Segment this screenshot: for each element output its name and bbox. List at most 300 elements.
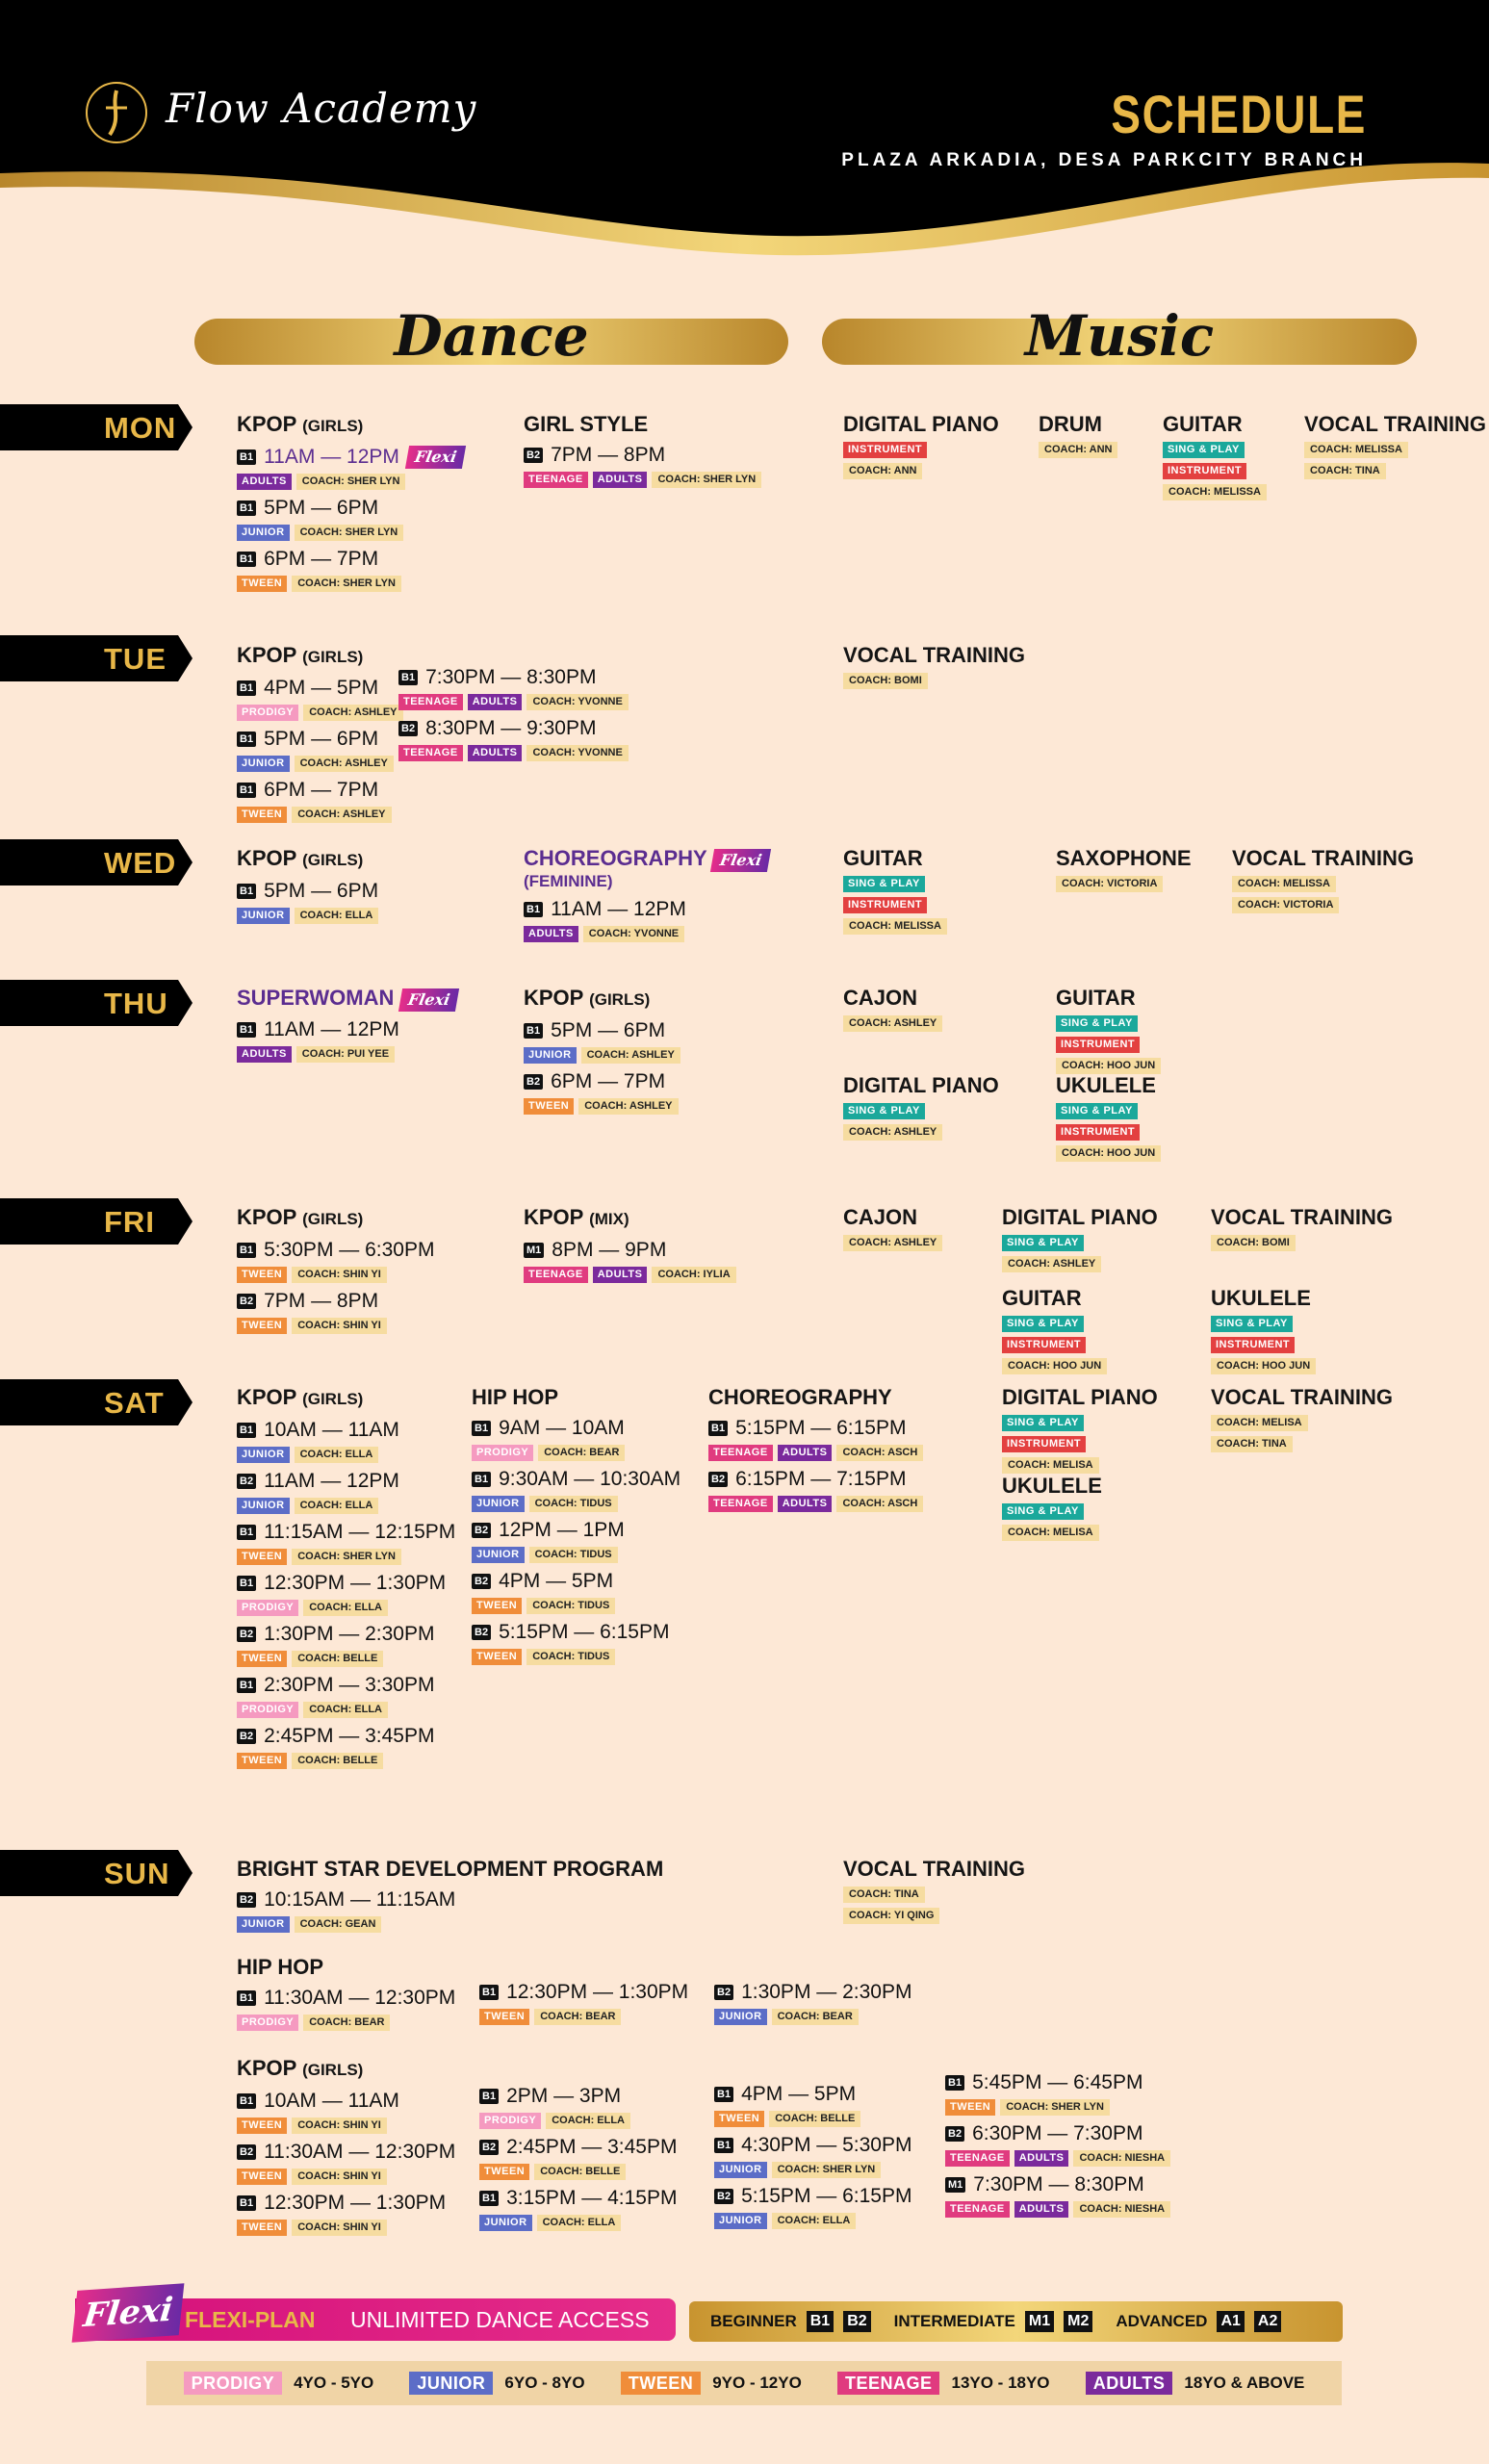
class-title: [1232, 846, 1414, 871]
slot-tags: [472, 1547, 680, 1563]
day-name: MON: [104, 411, 177, 445]
class-tags: [1002, 1316, 1166, 1353]
age-tag-adults: ADULTS: [237, 1046, 292, 1063]
slot-tags: [237, 2015, 455, 2031]
time-slot: [524, 1019, 680, 1042]
class-title: [843, 1073, 999, 1098]
type-tag-instrument: INSTRUMENT: [1056, 1037, 1140, 1053]
coach-label: COACH: BOMI: [843, 673, 928, 689]
time-slot: [237, 1987, 455, 2010]
class-name: KPOP: [237, 2056, 296, 2080]
dance-banner-label: Dance: [394, 303, 589, 369]
age-tag-junior: JUNIOR: [237, 908, 290, 924]
time-slot: [524, 1070, 680, 1093]
coach-row: [1056, 876, 1192, 892]
class-subtitle: (GIRLS): [302, 1210, 364, 1228]
coach-row: [1232, 876, 1414, 892]
age-tag-junior: JUNIOR: [714, 2213, 767, 2229]
class-name: DIGITAL PIANO: [1002, 1385, 1158, 1409]
class-name: VOCAL TRAINING: [843, 643, 1026, 667]
coach-label: COACH: GEAN: [295, 1916, 382, 1933]
age-tag-junior: JUNIOR: [479, 2215, 532, 2231]
level-badge: B1: [237, 1423, 256, 1438]
class-block: [1211, 1385, 1393, 1452]
coach-row: [843, 673, 1025, 689]
level-name: BEGINNER: [710, 2312, 797, 2330]
class-tags: [843, 442, 999, 458]
coach-label: COACH: HOO JUN: [1056, 1145, 1161, 1162]
slot-tags: [237, 756, 403, 772]
level-badge: B1: [714, 2087, 733, 2102]
class-subtitle: (GIRLS): [302, 2061, 364, 2079]
coach-row: [843, 1015, 942, 1032]
level-badge: B2: [398, 721, 418, 736]
slot-time: 11:30AM — 12:30PM: [264, 1987, 456, 2009]
class-block: [1304, 412, 1486, 479]
age-tag-tween: TWEEN: [237, 1651, 287, 1667]
slot-tags: [472, 1496, 680, 1512]
flexi-plan-desc: UNLIMITED DANCE ACCESS: [350, 2307, 650, 2332]
time-slot: [237, 1674, 455, 1697]
slot-time: 4PM — 5PM: [741, 2083, 857, 2105]
slot-time: 4PM — 5PM: [499, 1570, 614, 1592]
time-slot: [237, 779, 403, 802]
slot-tags: [237, 1651, 455, 1667]
class-name: SAXOPHONE: [1056, 846, 1192, 870]
slot-tags: [237, 2169, 455, 2185]
level-badge: B1: [237, 2195, 256, 2211]
time-slot: [237, 1623, 455, 1646]
coach-row: [1211, 1436, 1393, 1452]
coach-label: COACH: ELLA: [546, 2113, 630, 2129]
class-name: KPOP: [237, 643, 296, 667]
day-label-sat: [0, 1379, 193, 1425]
class-subtitle: (GIRLS): [589, 990, 651, 1009]
class-name: KPOP: [237, 1205, 296, 1229]
age-tag-prodigy: PRODIGY: [479, 2113, 541, 2129]
slot-tags: [945, 2099, 1170, 2116]
time-slot: [524, 444, 761, 467]
level-badge: B2: [524, 448, 543, 463]
level-badge: M1: [524, 1243, 544, 1258]
coach-label: COACH: ELLA: [295, 1498, 379, 1514]
slot-tags: [945, 2150, 1170, 2167]
coach-label: COACH: SHIN YI: [292, 2118, 387, 2134]
coach-label: COACH: SHER LYN: [652, 472, 761, 488]
age-tag-tween: TWEEN: [237, 2118, 287, 2134]
level-badge: B1: [237, 1525, 256, 1540]
slot-time: 7PM — 8PM: [264, 1290, 379, 1312]
age-tag-junior: JUNIOR: [714, 2162, 767, 2178]
class-block: [1056, 986, 1219, 1074]
age-group: [409, 2372, 584, 2395]
age-tag-tween: TWEEN: [237, 1267, 287, 1283]
slot-time: 12PM — 1PM: [499, 1519, 625, 1541]
type-tag-instrument: INSTRUMENT: [1056, 1124, 1140, 1141]
coach-label: COACH: BELLE: [769, 2111, 860, 2127]
logo-icon: [83, 79, 150, 146]
class-block: [237, 1385, 455, 1769]
slot-time: 6:30PM — 7:30PM: [972, 2122, 1143, 2144]
coach-label: COACH: ASHLEY: [1002, 1256, 1101, 1272]
age-tag-teenage: TEENAGE: [945, 2150, 1010, 2167]
time-slot: [237, 497, 464, 520]
type-tag-sing-play: SING & PLAY: [1056, 1015, 1138, 1032]
coach-label: COACH: TINA: [843, 1886, 925, 1903]
level-badge: B2: [524, 1074, 543, 1090]
age-tag-tween: TWEEN: [237, 807, 287, 823]
coach-label: COACH: ELLA: [295, 908, 379, 924]
level-badge: B2: [237, 1294, 256, 1309]
type-tag-instrument: INSTRUMENT: [1211, 1337, 1295, 1353]
type-tag-sing-play: SING & PLAY: [1002, 1503, 1084, 1520]
age-tag-tween: TWEEN: [472, 1649, 522, 1665]
day-label-tue: [0, 635, 193, 681]
age-tag-adults: ADULTS: [1014, 2201, 1069, 2218]
coach-label: COACH: SHIN YI: [292, 2169, 387, 2185]
coach-label: COACH: MELISSA: [843, 918, 947, 935]
time-slot: [524, 1239, 736, 1262]
slot-time: 6:15PM — 7:15PM: [735, 1468, 907, 1490]
coach-label: COACH: BEAR: [303, 2015, 390, 2031]
coach-label: COACH: PUI YEE: [296, 1046, 395, 1063]
slot-tags: [524, 1267, 736, 1283]
coach-row: [1211, 1415, 1393, 1431]
class-block: [1002, 1286, 1166, 1374]
age-tag-tween: TWEEN: [237, 1753, 287, 1769]
class-title: [1002, 1205, 1158, 1230]
time-slot: [479, 2136, 677, 2159]
slot-tags: [479, 2113, 677, 2129]
slot-time: 5PM — 6PM: [551, 1019, 666, 1041]
coach-row: [1211, 1235, 1393, 1251]
age-tag-prodigy: PRODIGY: [184, 2372, 283, 2395]
level-badge: B1: [237, 1990, 256, 2006]
coach-row: [843, 1235, 942, 1251]
slot-time: 2:30PM — 3:30PM: [264, 1674, 435, 1696]
class-block: [708, 1385, 923, 1512]
age-tag-teenage: TEENAGE: [945, 2201, 1010, 2218]
age-group: [837, 2372, 1050, 2395]
slot-time: 11:30AM — 12:30PM: [264, 2141, 456, 2163]
level-badge: B1: [237, 732, 256, 747]
slot-time: 6PM — 7PM: [264, 548, 379, 570]
music-banner-label: Music: [1024, 303, 1215, 369]
class-tags: [1002, 1415, 1166, 1452]
class-block: [237, 846, 378, 924]
coach-label: COACH: HOO JUN: [1211, 1358, 1316, 1374]
class-title: [524, 846, 770, 872]
age-tag-adults: ADULTS: [593, 472, 648, 488]
slot-tags: [237, 1916, 663, 1933]
class-block: [714, 1981, 911, 2025]
class-title: [843, 986, 942, 1011]
age-tag-teenage: TEENAGE: [524, 1267, 588, 1283]
level-badge: B2: [237, 1627, 256, 1642]
slot-time: 9:30AM — 10:30AM: [499, 1468, 681, 1490]
time-slot: [472, 1468, 680, 1491]
class-block: [398, 666, 629, 761]
slot-tags: [237, 2118, 455, 2134]
level-badge: B1: [479, 2191, 499, 2206]
level-badge: M1: [945, 2177, 965, 2193]
class-name: BRIGHT STAR DEVELOPMENT PROGRAM: [237, 1857, 664, 1881]
age-tag-junior: JUNIOR: [237, 756, 290, 772]
class-name: DIGITAL PIANO: [843, 412, 999, 436]
time-slot: [237, 728, 403, 751]
slot-tags: [708, 1496, 923, 1512]
slot-time: 7:30PM — 8:30PM: [425, 666, 597, 688]
coach-label: COACH: BELLE: [292, 1753, 383, 1769]
age-tag-tween: TWEEN: [237, 2169, 287, 2185]
time-slot: [237, 880, 378, 903]
time-slot: [237, 2192, 455, 2215]
class-title: [524, 1205, 736, 1232]
brand-name: Flow Academy: [166, 85, 477, 132]
class-title: [708, 1385, 923, 1410]
class-name: KPOP: [237, 1385, 296, 1409]
level-badge: B2: [479, 2140, 499, 2155]
class-block: [524, 846, 770, 942]
level-name: INTERMEDIATE: [893, 2312, 1015, 2330]
age-group: [621, 2372, 802, 2395]
slot-tags: [237, 525, 464, 541]
class-block: [1056, 846, 1192, 892]
level-badge: B1: [472, 1472, 491, 1487]
slot-time: 5PM — 6PM: [264, 728, 379, 750]
slot-time: 12:30PM — 1:30PM: [264, 2192, 447, 2214]
slot-time: 11:15AM — 12:15PM: [264, 1521, 456, 1543]
class-title: [237, 986, 457, 1012]
coach-row: [1211, 1358, 1374, 1374]
type-tag-sing-play: SING & PLAY: [843, 1103, 925, 1119]
class-block: [237, 643, 403, 823]
coach-row: [1056, 1058, 1219, 1074]
class-block: [237, 1955, 455, 2031]
level-badge: B1: [237, 1576, 256, 1591]
class-title: [1211, 1205, 1393, 1230]
slot-time: 5:15PM — 6:15PM: [499, 1621, 670, 1643]
slot-tags: [237, 1549, 455, 1565]
age-tag-junior: JUNIOR: [714, 2009, 767, 2025]
type-tag-sing-play: SING & PLAY: [1211, 1316, 1293, 1332]
age-tag-prodigy: PRODIGY: [237, 705, 298, 721]
level-badge: A1: [1217, 2311, 1244, 2332]
class-title: [237, 412, 464, 439]
coach-label: COACH: MELISSA: [1304, 442, 1408, 458]
class-block: [524, 986, 680, 1115]
class-block: [945, 2071, 1170, 2218]
age-tag-prodigy: PRODIGY: [472, 1445, 533, 1461]
coach-label: COACH: ELLA: [537, 2215, 622, 2231]
slot-tags: [472, 1445, 680, 1461]
class-title: [237, 1955, 455, 1980]
coach-label: COACH: SHIN YI: [292, 2220, 387, 2236]
coach-label: COACH: ASHLEY: [578, 1098, 678, 1115]
slot-time: 5:30PM — 6:30PM: [264, 1239, 435, 1261]
branch-name: PLAZA ARKADIA, DESA PARKCITY BRANCH: [841, 150, 1367, 170]
age-tag-tween: TWEEN: [237, 1318, 287, 1334]
time-slot: [237, 1470, 455, 1493]
coach-row: [1304, 442, 1486, 458]
class-name: KPOP: [524, 986, 583, 1010]
slot-tags: [237, 807, 403, 823]
coach-row: [1039, 442, 1117, 458]
age-tag-adults: ADULTS: [1086, 2372, 1173, 2395]
coach-label: COACH: ANN: [1039, 442, 1117, 458]
age-tag-tween: TWEEN: [237, 1549, 287, 1565]
day-label-sun: [0, 1850, 193, 1896]
class-tags: [1056, 1015, 1219, 1053]
slot-time: 10AM — 11AM: [264, 2090, 399, 2112]
coach-label: COACH: ASHLEY: [843, 1124, 942, 1141]
level-badge: B1: [524, 902, 543, 917]
level-badge: B2: [472, 1574, 491, 1589]
age-range: 6YO - 8YO: [504, 2374, 585, 2392]
time-slot: [714, 2134, 911, 2157]
age-tag-adults: ADULTS: [778, 1445, 833, 1461]
level-badge: B2: [237, 1729, 256, 1744]
time-slot: [945, 2122, 1170, 2145]
slot-tags: [237, 576, 464, 592]
level-badge: B1: [237, 2093, 256, 2109]
slot-time: 7PM — 8PM: [551, 444, 666, 466]
level-badge: B2: [472, 1625, 491, 1640]
coach-label: COACH: ELLA: [303, 1600, 388, 1616]
slot-time: 2:45PM — 3:45PM: [264, 1725, 435, 1747]
coach-label: COACH: NIESHA: [1073, 2201, 1170, 2218]
class-name: VOCAL TRAINING: [1211, 1385, 1394, 1409]
class-title: [1304, 412, 1486, 437]
level-badge: B1: [237, 449, 256, 465]
level-badge: B1: [524, 1023, 543, 1039]
age-tag-junior: JUNIOR: [237, 1498, 290, 1514]
age-tag-junior: JUNIOR: [237, 525, 290, 541]
level-legend: [689, 2301, 1343, 2342]
age-group: [184, 2372, 374, 2395]
class-name: GUITAR: [1163, 412, 1243, 436]
class-name: KPOP: [237, 412, 296, 436]
age-tag-teenage: TEENAGE: [708, 1496, 773, 1512]
slot-tags: [479, 2215, 677, 2231]
slot-tags: [398, 694, 629, 710]
age-tag-prodigy: PRODIGY: [237, 1600, 298, 1616]
coach-label: COACH: IYLIA: [652, 1267, 735, 1283]
slot-time: 5PM — 6PM: [264, 880, 379, 902]
slot-tags: [472, 1598, 680, 1614]
age-tag-tween: TWEEN: [945, 2099, 995, 2116]
class-block: [1232, 846, 1414, 913]
day-label-fri: [0, 1198, 193, 1245]
class-name: VOCAL TRAINING: [843, 1857, 1026, 1881]
type-tag-instrument: INSTRUMENT: [843, 442, 927, 458]
level-badge: B1: [237, 1243, 256, 1258]
class-name: GIRL STYLE: [524, 412, 649, 436]
age-range: 4YO - 5YO: [294, 2374, 374, 2392]
level-badge: B2: [237, 1474, 256, 1489]
coach-row: [843, 1908, 1025, 1924]
slot-tags: [398, 745, 629, 761]
coach-row: [843, 1886, 1025, 1903]
slot-time: 7:30PM — 8:30PM: [973, 2173, 1144, 2195]
slot-tags: [237, 1702, 455, 1718]
coach-label: COACH: SHIN YI: [292, 1318, 387, 1334]
coach-row: [1002, 1525, 1102, 1541]
coach-label: COACH: ASHLEY: [292, 807, 391, 823]
coach-label: COACH: SHER LYN: [295, 525, 404, 541]
class-title: [237, 846, 378, 873]
class-name: CHOREOGRAPHY: [524, 846, 707, 870]
class-title: [843, 412, 999, 437]
age-tag-tween: TWEEN: [237, 576, 287, 592]
age-tag-adults: ADULTS: [237, 474, 292, 490]
coach-label: COACH: VICTORIA: [1232, 897, 1339, 913]
class-title: [1039, 412, 1117, 437]
coach-label: COACH: ANN: [843, 463, 922, 479]
coach-label: COACH: ASHLEY: [843, 1015, 942, 1032]
coach-label: COACH: YVONNE: [526, 694, 628, 710]
time-slot: [237, 677, 403, 700]
coach-label: COACH: TIDUS: [526, 1649, 615, 1665]
coach-label: COACH: MELISA: [1002, 1457, 1099, 1474]
level-badge: B1: [714, 2138, 733, 2153]
class-name: HIP HOP: [472, 1385, 559, 1409]
age-legend: [146, 2361, 1342, 2405]
age-tag-junior: JUNIOR: [524, 1047, 577, 1064]
class-subtitle: (MIX): [589, 1210, 629, 1228]
level-badge: B2: [945, 2126, 964, 2142]
time-slot: [237, 1419, 455, 1442]
time-slot: [472, 1417, 680, 1440]
flexi-badge: Flexi: [405, 446, 466, 469]
class-title: [843, 846, 1007, 871]
coach-label: COACH: ELLA: [772, 2213, 857, 2229]
coach-row: [843, 918, 1007, 935]
slot-tags: [945, 2201, 1170, 2218]
class-name: DRUM: [1039, 412, 1102, 436]
slot-time: 5:15PM — 6:15PM: [735, 1417, 907, 1439]
level-badge: B2: [714, 2189, 733, 2204]
age-tag-tween: TWEEN: [714, 2111, 764, 2127]
age-tag-adults: ADULTS: [778, 1496, 833, 1512]
type-tag-sing-play: SING & PLAY: [843, 876, 925, 892]
class-name: CAJON: [843, 1205, 918, 1229]
slot-tags: [714, 2213, 911, 2229]
coach-label: COACH: BEAR: [534, 2009, 621, 2025]
class-block: [843, 986, 942, 1032]
coach-label: COACH: MELISA: [1211, 1415, 1308, 1431]
day-name: FRI: [104, 1205, 155, 1239]
coach-label: COACH: NIESHA: [1073, 2150, 1170, 2167]
coach-label: COACH: MELISA: [1002, 1525, 1099, 1541]
slot-time: 8:30PM — 9:30PM: [425, 717, 597, 739]
coach-label: COACH: VICTORIA: [1056, 876, 1163, 892]
slot-time: 6PM — 7PM: [264, 779, 379, 801]
time-slot: [237, 1572, 455, 1595]
class-block: [843, 1073, 999, 1141]
slot-tags: [479, 2009, 688, 2025]
age-tag-teenage: TEENAGE: [708, 1445, 773, 1461]
coach-label: COACH: BELLE: [534, 2164, 626, 2180]
class-block: [843, 846, 1007, 935]
slot-tags: [237, 908, 378, 924]
time-slot: [945, 2071, 1170, 2094]
slot-tags: [479, 2164, 677, 2180]
type-tag-instrument: INSTRUMENT: [1002, 1337, 1086, 1353]
slot-time: 1:30PM — 2:30PM: [264, 1623, 435, 1645]
coach-label: COACH: SHIN YI: [292, 1267, 387, 1283]
coach-row: [1002, 1256, 1158, 1272]
